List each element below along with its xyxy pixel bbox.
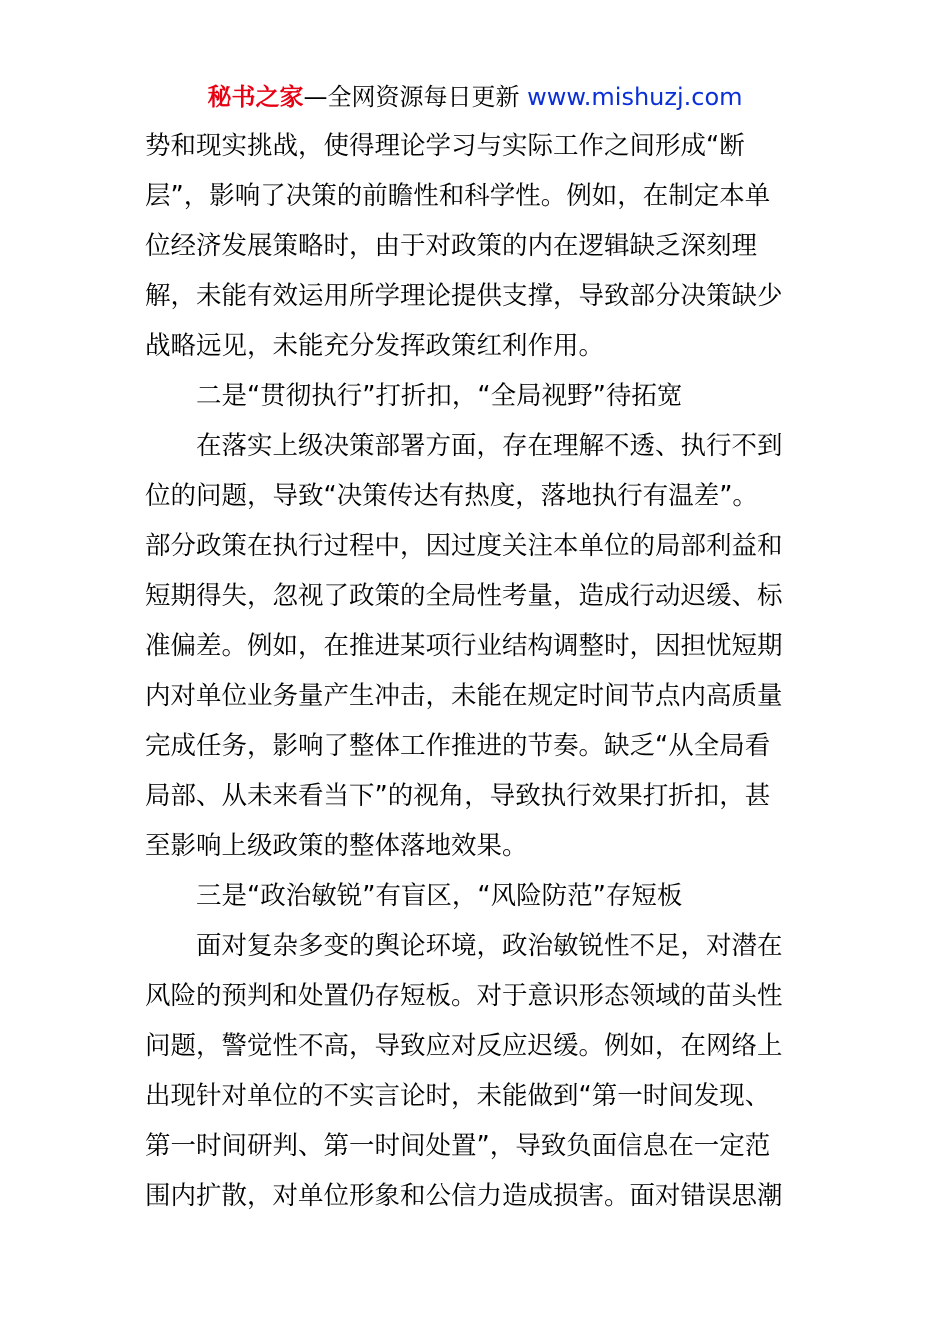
text-line: 解，未能有效运用所学理论提供支撑，导致部分决策缺少: [145, 281, 783, 311]
site-tagline: —全网资源每日更新: [303, 83, 528, 111]
page-header: [0, 80, 950, 114]
text-line: 第一时间研判、第一时间处置”，导致负面信息在一定范: [145, 1131, 771, 1161]
text-line: 内对单位业务量产生冲击，未能在规定时间节点内高质量: [145, 681, 783, 711]
text-line: 势和现实挑战，使得理论学习与实际工作之间形成“断: [145, 131, 745, 161]
text-line: 准偏差。例如，在推进某项行业结构调整时，因担忧短期: [145, 631, 783, 661]
text-line: 围内扩散，对单位形象和公信力造成损害。面对错误思潮: [145, 1181, 783, 1211]
text-line: 短期得失，忽视了政策的全局性考量，造成行动迟缓、标: [145, 581, 783, 611]
site-brand: 秘书之家: [207, 83, 304, 111]
paragraph-start: 在落实上级决策部署方面，存在理解不透、执行不到: [196, 431, 783, 461]
text-line: 位经济发展策略时，由于对政策的内在逻辑缺乏深刻理: [145, 231, 758, 261]
text-line: 至影响上级政策的整体落地效果。: [145, 831, 528, 861]
text-line: 位的问题，导致“决策传达有热度，落地执行有温差”。: [145, 481, 758, 511]
text-line: 问题，警觉性不高，导致应对反应迟缓。例如，在网络上: [145, 1031, 783, 1061]
section-heading: 三是“政治敏锐”有盲区，“风险防范”存短板: [196, 881, 683, 911]
text-line: 层”，影响了决策的前瞻性和科学性。例如，在制定本单: [145, 181, 771, 211]
text-line: 风险的预判和处置仍存短板。对于意识形态领域的苗头性: [145, 981, 783, 1011]
text-line: 部分政策在执行过程中，因过度关注本单位的局部利益和: [145, 531, 783, 561]
text-line: 完成任务，影响了整体工作推进的节奏。缺乏“从全局看: [145, 731, 771, 761]
document-body: [145, 121, 805, 1221]
section-heading: 二是“贯彻执行”打折扣，“全局视野”待拓宽: [196, 381, 683, 411]
text-line: 战略远见，未能充分发挥政策红利作用。: [145, 331, 605, 361]
text-line: 局部、从未来看当下”的视角，导致执行效果打折扣，甚: [145, 781, 771, 811]
text-line: 出现针对单位的不实言论时，未能做到“第一时间发现、: [145, 1081, 771, 1111]
paragraph-start: 面对复杂多变的舆论环境，政治敏锐性不足，对潜在: [196, 931, 783, 961]
site-url: www.mishuzj.com: [527, 83, 743, 111]
